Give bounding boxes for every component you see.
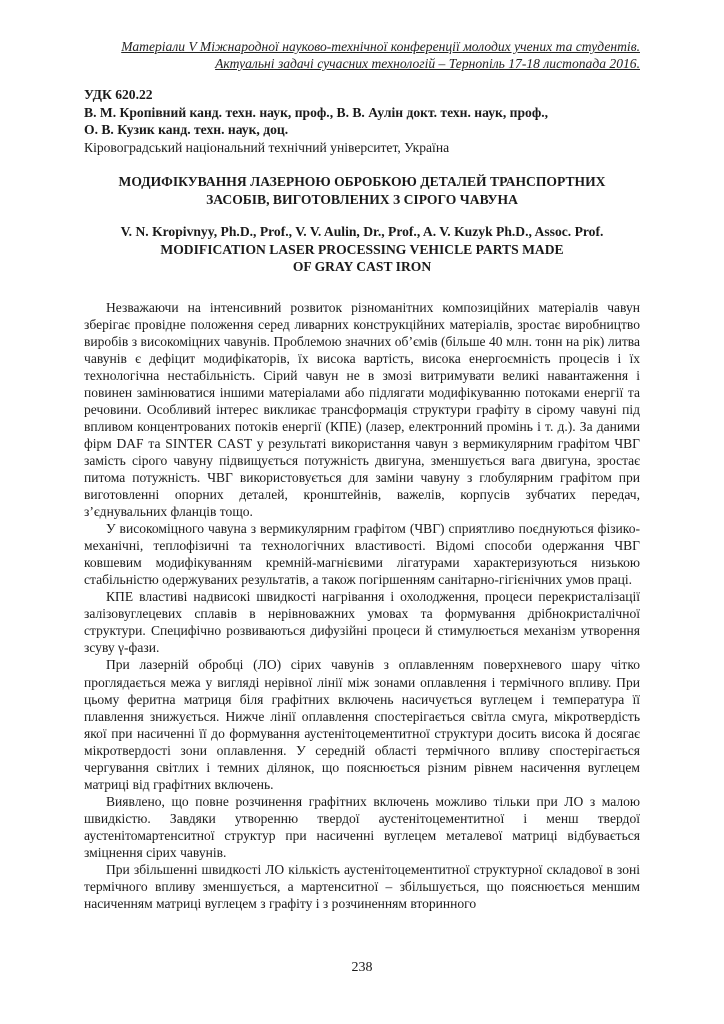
article-meta	[84, 86, 640, 156]
authors-line-2: О. В. Кузик канд. техн. наук, доц.	[84, 122, 289, 137]
authors-line-1: В. М. Кропівний канд. техн. наук, проф., В. В. Аулін докт. техн. наук, проф.,	[84, 104, 549, 120]
body-paragraph: Незважаючи на інтенсивний розвиток різноманітних композиційних матеріалів чавун зберігає провідне положення серед ливарних конструкційних матеріалів, зростає виробництво виробів з високоміцних чавунів. Проблемою значних об’ємів (більше 40 млн. тонн на рік) литва чавунів є дефіцит модифікаторів, їх висока вартість, висока енергоємність процесів і їх технологічна нестабільність. Сірий чавун не в змозі витримувати великі навантаження і повинен замінюватися іншими матеріалами або підлягати модифікуванню потоками енергії та речовини. Особливий інтерес викликає трансформація структури графіту в сірому чавуні під впливом концентрованих потоків енергії (КПЕ) (лазер, електронний промінь і т. д.). За даними фірм DAF та SINTER CAST у результаті використання чавун з вермикулярним графітом ЧВГ замість сірого чавуну підвищується потужність двигуна, зменшується вага двигуна, зростає питома потужність. ЧВГ використовується для заміни чавуну з глобулярним графітом при виготовленні опорних деталей, кронштейнів, важелів, корпусів зубчатих передач, з’єднувальних фланців тощо.	[84, 299, 640, 520]
udk-code: УДК 620.22	[84, 87, 153, 102]
english-authors: V. N. Kropivnyy, Ph.D., Prof., V. V. Aulin, Dr., Prof., A. V. Kuzyk Ph.D., Assoc. Prof.	[120, 224, 604, 239]
english-title-line-2: OF GRAY CAST IRON	[292, 259, 432, 274]
body-paragraph: У високоміцного чавуна з вермикулярним графітом (ЧВГ) сприятливо поєднуються фізико-механічні, теплофізичні та технологічних властивості. Відомі способи одержання ЧВГ ковшевим модифікуванням кремній-магнієвими лігатурами характеризуються низькою стабільністю одержуваних результатів, а також погіршенням санітарно-гігієнічних умов праці.	[84, 521, 640, 588]
header-line-2: Актуальні задачі сучасних технологій – Тернопіль 17-18 листопада 2016.	[215, 56, 640, 71]
article-title	[84, 173, 640, 208]
english-block	[84, 223, 640, 276]
body-paragraph: КПЕ властиві надвисокі швидкості нагрівання і охолодження, процеси перекристалізації залізовуглецевих сплавів в нерівноважних умовах та формування дрібнокристалічної структури. Специфічно розвиваються дифузійні процеси й стимулюється механізм утворення зсуву γ-фази.	[84, 589, 640, 656]
title-line-1: МОДИФІКУВАННЯ ЛАЗЕРНОЮ ОБРОБКОЮ ДЕТАЛЕЙ ТРАНСПОРТНИХ	[118, 174, 606, 189]
running-header	[84, 38, 640, 72]
body-paragraph: Виявлено, що повне розчинення графітних включень можливо тільки при ЛО з малою швидкістю. Завдяки утворенню твердої аустенітоцементитної і менш твердої аустенітомартенситної структур при насиченні вуглецем металевої матриці відбувається зміцнення сірих чавунів.	[84, 793, 640, 860]
title-line-2: ЗАСОБІВ, ВИГОТОВЛЕНИХ З СІРОГО ЧАВУНА	[206, 191, 518, 207]
affiliation: Кіровоградський національний технічний університет, Україна	[84, 139, 450, 155]
article-body	[84, 299, 640, 913]
english-title-line-1: MODIFICATION LASER PROCESSING VEHICLE PARTS MADE	[160, 241, 564, 257]
header-line-1: Матеріали V Міжнародної науково-технічної конференції молодих учених та студентів.	[121, 39, 640, 54]
body-paragraph: При лазерній обробці (ЛО) сірих чавунів з оплавленням поверхневого шару чітко проглядається межа у вигляді нерівної лінії між зонами оплавлення і термічного впливу. При цьому феритна матриця біля графітних включень насичується вуглецем і температура її плавлення знижується. Нижче лінії оплавлення спостерігається світла смуга, мікротвердість якої при насиченні її до формування аустенітоцементитної структури досить висока й досягає мікротвердості зони оплавлення. У середній області термічного впливу спостерігається чергування світлих і темних ділянок, що пояснюється різним рівнем насичення вуглецем матриці від графітних включень.	[84, 657, 640, 792]
page-number: 238	[351, 960, 373, 975]
body-paragraph: При збільшенні швидкості ЛО кількість аустенітоцементитної структурної складової в зоні термічного впливу зменшується, а мартенситної – збільшується, що пояснюється меншим насиченням матриці вуглецем з графіту і з розчиненням вторинного	[84, 862, 640, 912]
